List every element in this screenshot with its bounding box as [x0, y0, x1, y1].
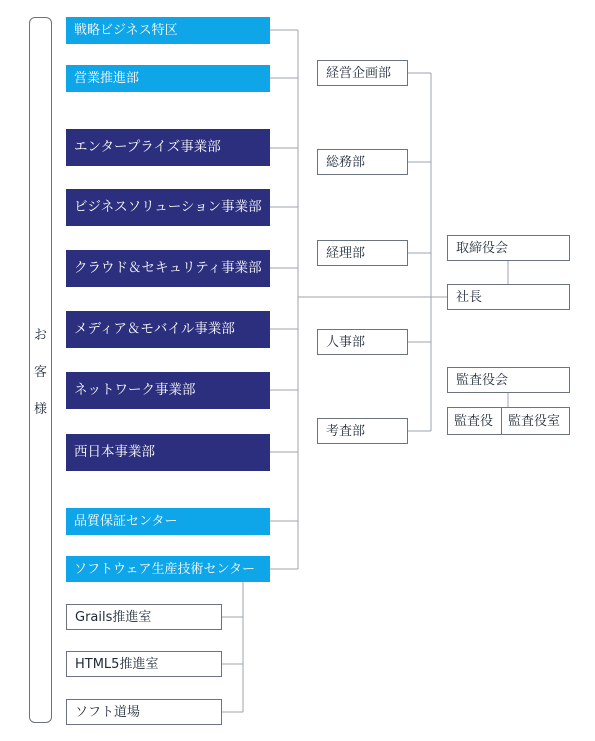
dept-quality-assurance: 品質保証センター: [66, 508, 270, 535]
dept-cloud-security: クラウド＆セキュリティ事業部: [66, 250, 270, 287]
office-grails: Grails推進室: [66, 604, 222, 630]
customer-char-1: お: [33, 327, 47, 343]
customer-char-2: 客: [33, 364, 47, 380]
office-html5: HTML5推進室: [66, 651, 222, 677]
dept-enterprise: エンタープライズ事業部: [66, 129, 270, 166]
auditor-office: 監査役室: [501, 407, 570, 435]
office-soft-dojo: ソフト道場: [66, 699, 222, 725]
dept-general-affairs: 総務部: [317, 149, 408, 175]
dept-west-japan: 西日本事業部: [66, 434, 270, 471]
dept-audit: 考査部: [317, 418, 408, 444]
dept-sales-promotion: 営業推進部: [66, 65, 270, 92]
customer-label: [29, 17, 52, 723]
auditor: 監査役: [447, 407, 502, 435]
dept-strategic-business: 戦略ビジネス特区: [66, 17, 270, 44]
dept-media-mobile: メディア＆モバイル事業部: [66, 311, 270, 348]
dept-network: ネットワーク事業部: [66, 372, 270, 409]
president: 社長: [447, 284, 570, 310]
customer-char-3: 様: [33, 401, 47, 417]
dept-software-technology: ソフトウェア生産技術センター: [66, 556, 270, 582]
dept-human-resources: 人事部: [317, 329, 408, 355]
board-of-directors: 取締役会: [447, 235, 570, 261]
dept-corporate-planning: 経営企画部: [317, 60, 408, 86]
dept-business-solution: ビジネスソリューション事業部: [66, 189, 270, 226]
dept-accounting: 経理部: [317, 240, 408, 266]
audit-board: 監査役会: [447, 367, 570, 393]
